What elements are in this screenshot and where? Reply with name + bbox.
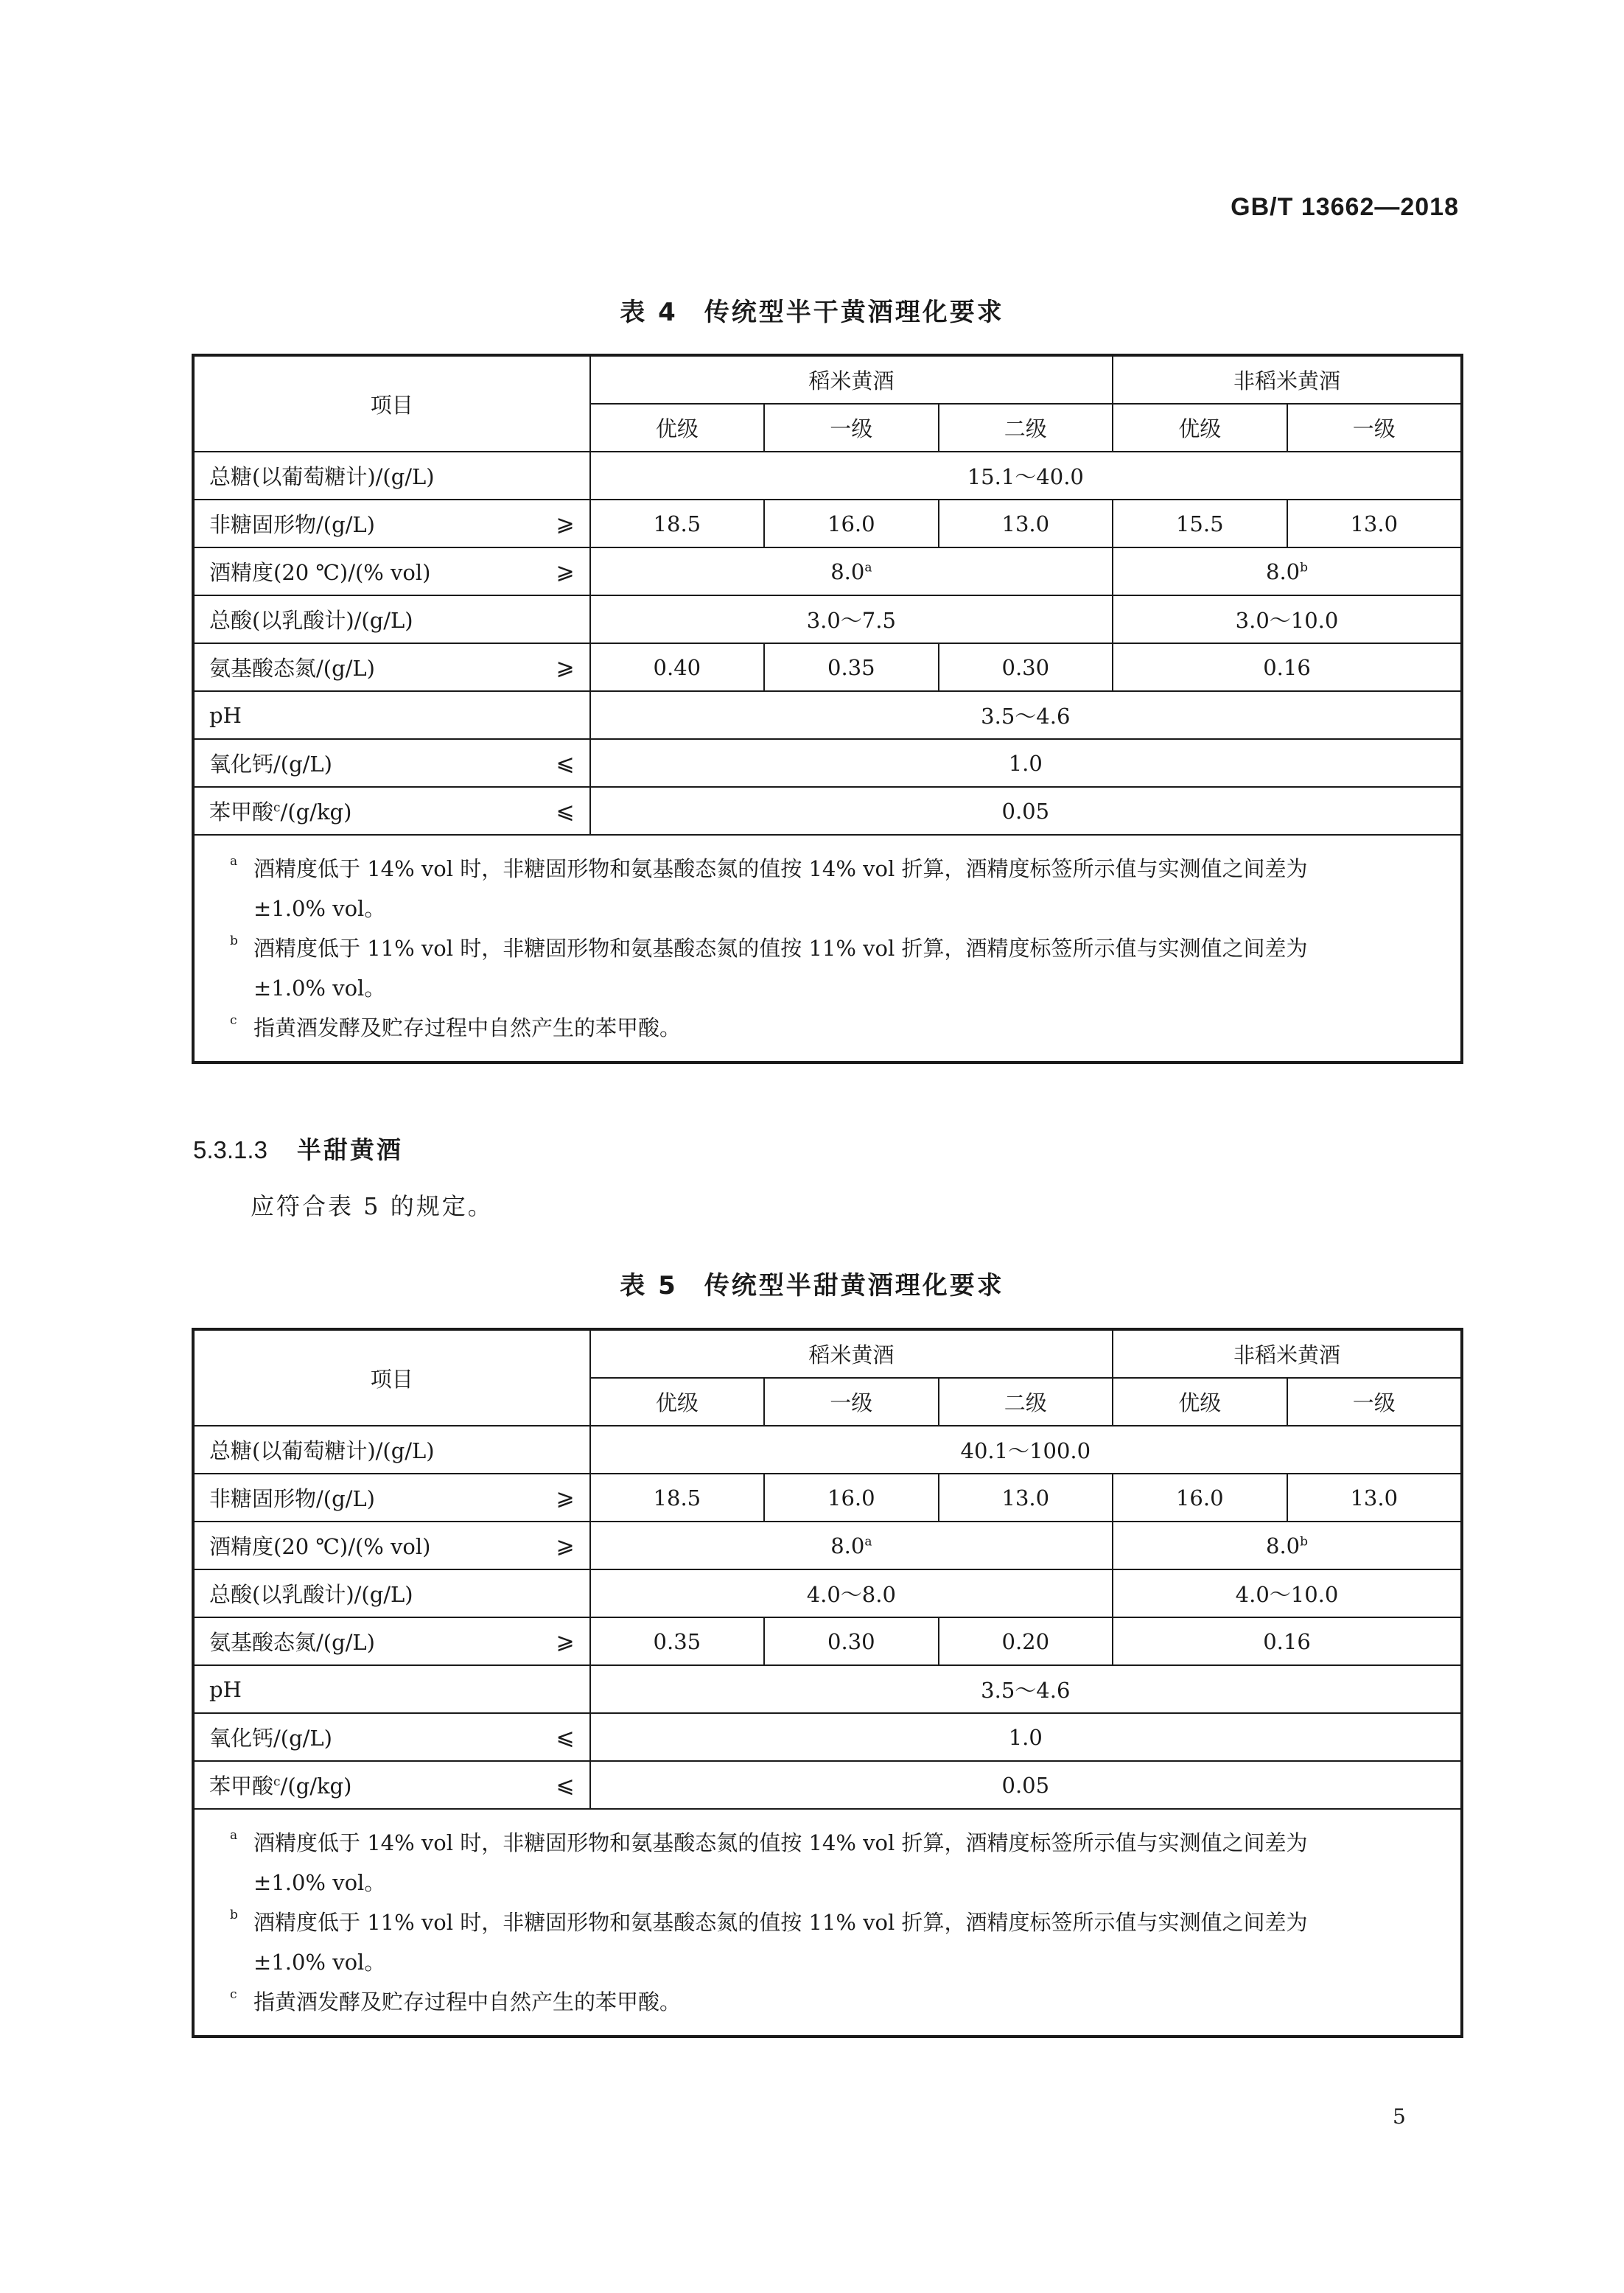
cell-value: 3.0～7.5: [590, 595, 1113, 643]
row-label: [194, 643, 590, 691]
comparison-symbol: ⩾: [556, 559, 575, 584]
label-text: 苯甲酸: [209, 1774, 274, 1799]
cell-value: 18.5: [590, 1474, 764, 1522]
table-4-caption: [0, 292, 1624, 328]
header-grade: 优级: [1113, 404, 1287, 452]
cell-value: 15.5: [1113, 500, 1287, 547]
row-calcium-oxide: [194, 1713, 1461, 1761]
header-rice-wine: 稻米黄酒: [590, 356, 1113, 404]
footnote-mark: b: [1300, 559, 1309, 575]
row-label: [194, 1474, 590, 1522]
footnote-continuation: ±1.0% vol。: [253, 1870, 386, 1895]
row-total-acid: [194, 595, 1461, 643]
row-total-acid: [194, 1569, 1461, 1617]
header-grade: 二级: [939, 404, 1113, 452]
cell-value: 0.16: [1113, 1617, 1461, 1665]
cell-value: 0.05: [590, 1761, 1461, 1809]
table-5-caption: [0, 1265, 1624, 1301]
value-text: 8.0: [1266, 559, 1301, 584]
table-number: 表 4: [620, 298, 678, 327]
footnote-mark: c: [273, 800, 281, 816]
cell-value: [590, 547, 1113, 595]
table-4: [193, 355, 1462, 1063]
cell-value: 0.16: [1113, 643, 1461, 691]
cell-value: [1113, 1522, 1461, 1569]
cell-value: 18.5: [590, 500, 764, 547]
footnotes: [194, 1809, 1461, 2036]
cell-value: 13.0: [939, 500, 1113, 547]
header-item: 项目: [194, 1330, 590, 1426]
cell-value: 0.30: [939, 643, 1113, 691]
label-text: 非糖固形物/(g/L): [209, 512, 375, 537]
cell-value: 13.0: [1287, 500, 1462, 547]
header-rice-wine: 稻米黄酒: [590, 1330, 1113, 1378]
footnote-continuation: ±1.0% vol。: [253, 896, 386, 921]
row-alcohol: [194, 1522, 1461, 1569]
table-number: 表 5: [620, 1271, 678, 1300]
header-grade: 优级: [1113, 1378, 1287, 1426]
cell-value: [590, 1522, 1113, 1569]
row-label: 总糖(以葡萄糖计)/(g/L): [194, 452, 590, 500]
footnote-mark: a: [864, 1533, 872, 1549]
cell-value: 16.0: [764, 1474, 938, 1522]
comparison-symbol: ⩾: [556, 654, 575, 680]
footnote-mark: a: [230, 854, 238, 869]
header-grade: 一级: [1287, 404, 1462, 452]
row-non-sugar-solids: [194, 1474, 1461, 1522]
row-amino-nitrogen: [194, 1617, 1461, 1665]
row-label: [194, 739, 590, 787]
label-unit: /(g/kg): [280, 799, 352, 825]
cell-value: 0.40: [590, 643, 764, 691]
footnote: [230, 928, 1446, 1008]
footnote-text: 酒精度低于 11% vol 时，非糖固形物和氨基酸态氮的值按 11% vol 折算，酒精度标签所示值与实测值之间差为: [253, 1910, 1308, 1935]
cell-value: 0.30: [764, 1617, 938, 1665]
section-heading: [193, 1131, 403, 1166]
footnote-mark: c: [273, 1774, 281, 1790]
cell-value: 13.0: [939, 1474, 1113, 1522]
row-total-sugar: [194, 1426, 1461, 1474]
cell-value: 3.5～4.6: [590, 1665, 1461, 1713]
row-label: 总糖(以葡萄糖计)/(g/L): [194, 1426, 590, 1474]
footnote: [230, 849, 1446, 928]
header-grade: 一级: [764, 404, 938, 452]
section-title: 半甜黄酒: [296, 1135, 403, 1164]
footnote: [230, 1008, 1446, 1048]
footnotes-row: [194, 1809, 1461, 2036]
comparison-symbol: ⩾: [556, 511, 575, 536]
label-text: 氨基酸态氮/(g/L): [209, 656, 375, 681]
row-label: pH: [194, 1665, 590, 1713]
row-label: [194, 787, 590, 835]
cell-value: 0.35: [590, 1617, 764, 1665]
row-label: 总酸(以乳酸计)/(g/L): [194, 595, 590, 643]
label-text: 酒精度(20 ℃)/(% vol): [209, 1534, 431, 1559]
value-text: 8.0: [1266, 1533, 1301, 1558]
footnote-mark: b: [1300, 1533, 1309, 1549]
header-grade: 一级: [764, 1378, 938, 1426]
comparison-symbol: ⩽: [556, 1724, 575, 1750]
label-text: 氨基酸态氮/(g/L): [209, 1630, 375, 1655]
table-title: 传统型半甜黄酒理化要求: [704, 1271, 1004, 1300]
header-grade: 优级: [590, 1378, 764, 1426]
footnote-continuation: ±1.0% vol。: [253, 976, 386, 1001]
row-label: [194, 547, 590, 595]
cell-value: 16.0: [1113, 1474, 1287, 1522]
row-ph: [194, 1665, 1461, 1713]
header-item: 项目: [194, 356, 590, 452]
cell-value: 13.0: [1287, 1474, 1462, 1522]
comparison-symbol: ⩾: [556, 1628, 575, 1654]
footnote: [230, 1823, 1446, 1902]
label-text: 酒精度(20 ℃)/(% vol): [209, 560, 431, 585]
standard-number: GB/T 13662—2018: [1231, 193, 1459, 221]
footnote: [230, 1902, 1446, 1982]
label-text: 苯甲酸: [209, 799, 274, 825]
cell-value: [1113, 547, 1461, 595]
row-label: [194, 1713, 590, 1761]
label-text: 氧化钙/(g/L): [209, 1726, 332, 1751]
footnote-mark: b: [230, 934, 238, 948]
footnote-text: 指黄酒发酵及贮存过程中自然产生的苯甲酸。: [253, 1989, 682, 2014]
row-alcohol: [194, 547, 1461, 595]
cell-value: 1.0: [590, 739, 1461, 787]
value-text: 8.0: [830, 1533, 865, 1558]
row-ph: [194, 691, 1461, 739]
footnote-mark: a: [864, 559, 872, 575]
comparison-symbol: ⩾: [556, 1533, 575, 1558]
row-non-sugar-solids: [194, 500, 1461, 547]
row-benzoic-acid: [194, 1761, 1461, 1809]
cell-value: 1.0: [590, 1713, 1461, 1761]
row-label: [194, 1617, 590, 1665]
footnotes-row: [194, 835, 1461, 1062]
cell-value: 3.0～10.0: [1113, 595, 1461, 643]
footnote-mark: b: [230, 1908, 238, 1922]
row-label: 总酸(以乳酸计)/(g/L): [194, 1569, 590, 1617]
row-amino-nitrogen: [194, 643, 1461, 691]
header-non-rice-wine: 非稻米黄酒: [1113, 356, 1461, 404]
header-non-rice-wine: 非稻米黄酒: [1113, 1330, 1461, 1378]
footnote-mark: a: [230, 1828, 238, 1843]
row-label: [194, 500, 590, 547]
row-calcium-oxide: [194, 739, 1461, 787]
page-number: 5: [1393, 2104, 1406, 2129]
cell-value: 4.0～10.0: [1113, 1569, 1461, 1617]
table-5: [193, 1329, 1462, 2037]
comparison-symbol: ⩽: [556, 1772, 575, 1798]
cell-value: 16.0: [764, 500, 938, 547]
comparison-symbol: ⩽: [556, 798, 575, 824]
value-text: 8.0: [830, 559, 865, 584]
row-label: [194, 1522, 590, 1569]
cell-value: 4.0～8.0: [590, 1569, 1113, 1617]
footnote: [230, 1982, 1446, 2022]
comparison-symbol: ⩽: [556, 750, 575, 776]
row-label: pH: [194, 691, 590, 739]
table-title: 传统型半干黄酒理化要求: [704, 298, 1004, 327]
row-total-sugar: [194, 452, 1461, 500]
header-grade: 二级: [939, 1378, 1113, 1426]
label-text: 氧化钙/(g/L): [209, 752, 332, 777]
cell-value: 40.1～100.0: [590, 1426, 1461, 1474]
footnote-text: 酒精度低于 14% vol 时，非糖固形物和氨基酸态氮的值按 14% vol 折算，酒精度标签所示值与实测值之间差为: [253, 1830, 1308, 1855]
footnote-mark: c: [230, 1987, 237, 2002]
footnotes: [194, 835, 1461, 1062]
header-grade: 一级: [1287, 1378, 1462, 1426]
header-grade: 优级: [590, 404, 764, 452]
label-unit: /(g/kg): [280, 1774, 352, 1799]
cell-value: 0.05: [590, 787, 1461, 835]
row-label: [194, 1761, 590, 1809]
footnote-continuation: ±1.0% vol。: [253, 1950, 386, 1975]
comparison-symbol: ⩾: [556, 1485, 575, 1510]
row-benzoic-acid: [194, 787, 1461, 835]
footnote-text: 酒精度低于 14% vol 时，非糖固形物和氨基酸态氮的值按 14% vol 折算，酒精度标签所示值与实测值之间差为: [253, 856, 1308, 881]
cell-value: 15.1～40.0: [590, 452, 1461, 500]
cell-value: 0.20: [939, 1617, 1113, 1665]
section-number: 5.3.1.3: [193, 1136, 267, 1163]
label-text: 非糖固形物/(g/L): [209, 1486, 375, 1511]
footnote-mark: c: [230, 1013, 237, 1028]
footnote-text: 酒精度低于 11% vol 时，非糖固形物和氨基酸态氮的值按 11% vol 折算，酒精度标签所示值与实测值之间差为: [253, 936, 1308, 961]
cell-value: 0.35: [764, 643, 938, 691]
cell-value: 3.5～4.6: [590, 691, 1461, 739]
footnote-text: 指黄酒发酵及贮存过程中自然产生的苯甲酸。: [253, 1015, 682, 1040]
body-paragraph: 应符合表 5 的规定。: [251, 1192, 494, 1220]
